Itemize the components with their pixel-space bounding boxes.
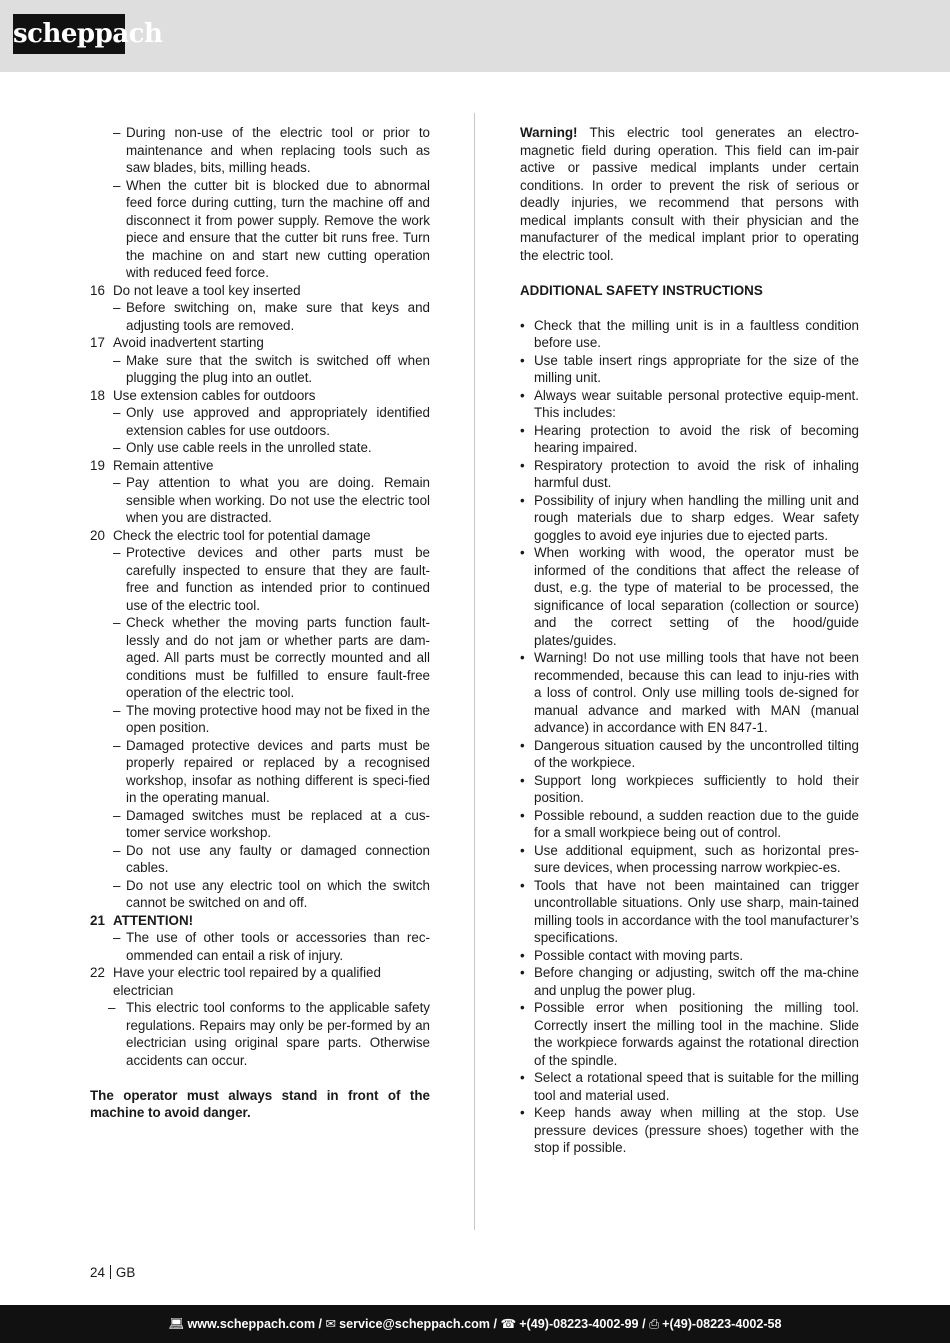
right-column (520, 124, 859, 1157)
list-subitem: – Do not use any electric tool on which the switch cannot be switched on and off. (113, 877, 430, 910)
numbered-item: 20 Check the electric tool for potential damage (90, 527, 371, 543)
numbered-item: 22 Have your electric tool repaired by a qualified electrician (90, 965, 381, 998)
bullet-item: • Possible rebound, a sudden reaction due to the guide for a small workpiece being out of control. (520, 807, 859, 840)
footer-bar: 💻︎ www.scheppach.com / ✉ service@scheppach.com / ☎ +(49)-08223-4002-99 / ⎙ +(49)-08223-4002-58 (0, 1305, 950, 1343)
list-subitem: – Damaged protective devices and parts must be properly repaired or replaced by a recognised workshop, insofar as nothing different is speci-fied in the operating manual. (113, 737, 430, 805)
list-subitem: – This electric tool conforms to the applicable safety regulations. Repairs may only be per-formed by an electrician using original spare parts. Otherwise accidents can occur. (108, 1000, 430, 1068)
list-subitem: – The use of other tools or accessories than rec-ommended can entail a risk of injury. (113, 930, 430, 963)
closing-note: The operator must always stand in front of the machine to avoid danger. (90, 1087, 430, 1120)
bullet-item: • Dangerous situation caused by the uncontrolled tilting of the workpiece. (520, 737, 859, 770)
bullet-item: • Hearing protection to avoid the risk of becoming hearing impaired. (520, 422, 859, 455)
list-subitem: – Check whether the moving parts function fault-lessly and do not jam or whether parts are dam-aged. All parts must be correctly mounted and all conditions must be fulfilled to ensure fault-free operation of the electric tool. (113, 615, 430, 700)
phone-number: +(49)-08223-4002-99 (519, 1317, 639, 1331)
list-subitem: – Damaged switches must be replaced at a cus-tomer service workshop. (113, 807, 430, 840)
numbered-item: 21 ATTENTION! (90, 912, 194, 928)
list-subitem: – During non-use of the electric tool or prior to maintenance and when replacing tools such as saw blades, bits, milling heads. (113, 125, 430, 175)
mail-icon: ✉ (325, 1317, 337, 1331)
website-link[interactable]: www.scheppach.com (187, 1317, 316, 1331)
column-divider (474, 113, 475, 1230)
bullet-item: • Select a rotational speed that is suitable for the milling tool and material used. (520, 1070, 859, 1103)
list-subitem: – The moving protective hood may not be fixed in the open position. (113, 702, 430, 735)
bullet-item: • Use table insert rings appropriate for the size of the milling unit. (520, 352, 859, 385)
bullet-item: • Check that the milling unit is in a faultless condition before use. (520, 317, 859, 350)
bullet-item: • Possibility of injury when handling the milling unit and rough materials due to sharp edges. Wear safety goggles to avoid eye injuries due to ejected parts. (520, 492, 859, 543)
bullet-item: • Respiratory protection to avoid the risk of inhaling harmful dust. (520, 457, 859, 490)
email-link[interactable]: service@scheppach.com (339, 1317, 490, 1331)
numbered-item: 18 Use extension cables for outdoors (90, 387, 316, 403)
list-subitem: – Protective devices and other parts must be carefully inspected to ensure that they are fault-free and function as intended prior to continued use of the electric tool. (113, 545, 430, 613)
bullet-item: • When working with wood, the operator must be informed of the conditions that affect the release of dust, e.g. the type of material to be processed, the significance of local separation (collection or source) and the correct setting of the hood/guide plates/guides. (520, 545, 859, 648)
bullet-item: • Possible contact with moving parts. (520, 947, 744, 963)
bullet-item: • Keep hands away when milling at the stop. Use pressure devices (pressure shoes) together with the stop if possible. (520, 1105, 859, 1155)
bullet-list (520, 317, 859, 1157)
phone-icon: ☎ (500, 1317, 517, 1331)
fax-number: +(49)-08223-4002-58 (662, 1317, 782, 1331)
computer-icon: 💻︎ (168, 1317, 185, 1331)
bullet-item: • Always wear suitable personal protective equip-ment. This includes: (520, 387, 859, 420)
list-subitem: – Make sure that the switch is switched off when plugging the plug into an outlet. (113, 352, 430, 385)
bullet-item: • Support long workpieces sufficiently to hold their position. (520, 772, 859, 805)
bullet-item: • Tools that have not been maintained can trigger uncontrollable situations. Only use sharp, main-tained milling tools in accordance with the tool manufacturer’s specifications. (520, 877, 859, 945)
list-subitem: – When the cutter bit is blocked due to abnormal feed force during cutting, turn the machine off and disconnect it from power supply. Remove the work piece and ensure that the cutter bit runs free. Turn the machine on and start new cutting operation with reduced feed force. (113, 177, 430, 280)
numbered-item: 19 Remain attentive (90, 457, 214, 473)
list-subitem: – Only use cable reels in the unrolled state. (113, 440, 372, 455)
section-heading: ADDITIONAL SAFETY INSTRUCTIONS (520, 282, 763, 298)
bullet-item: • Use additional equipment, such as horizontal pres-sure devices, when processing narrow workpiec-es. (520, 842, 859, 875)
warning-label: Warning! (520, 125, 578, 140)
bullet-item: • Possible error when positioning the milling tool. Correctly insert the milling tool in the machine. Slide the workpiece forwards against the rotational direction of the spindle. (520, 1000, 859, 1068)
page-number: 24 GB (90, 1265, 136, 1280)
bullet-item: • Warning! Do not use milling tools that have not been recommended, because this can lead to inju-ries with a loss of control. Only use milling tools de-signed for manual advance and marked with MAN (manual advance) in accordance with EN 847-1. (520, 650, 859, 735)
warning-paragraph: Warning! This electric tool generates an electro-magnetic field during operation. This field can im-pair active or passive medical implants under certain conditions. In order to prevent the risk of serious or deadly injuries, we recommend that persons with medical implants consult with their physician and the manufacturer of the medical implant prior to operating the electric tool. (520, 125, 859, 263)
list-subitem: – Do not use any faulty or damaged connection cables. (113, 842, 430, 875)
left-column (90, 124, 430, 1122)
numbered-item: 16 Do not leave a tool key inserted (90, 282, 301, 298)
list-subitem: – Pay attention to what you are doing. Remain sensible when working. Do not use the electric tool when you are distracted. (113, 475, 430, 525)
scheppach-logo: scheppach (13, 14, 125, 54)
list-subitem: – Before switching on, make sure that keys and adjusting tools are removed. (113, 300, 430, 333)
numbered-item: 17 Avoid inadvertent starting (90, 335, 264, 350)
list-subitem: – Only use approved and appropriately identified extension cables for use outdoors. (113, 405, 430, 438)
fax-icon: ⎙ (649, 1317, 660, 1331)
bullet-item: • Before changing or adjusting, switch off the ma-chine and unplug the power plug. (520, 965, 859, 998)
header-bar (0, 0, 950, 72)
